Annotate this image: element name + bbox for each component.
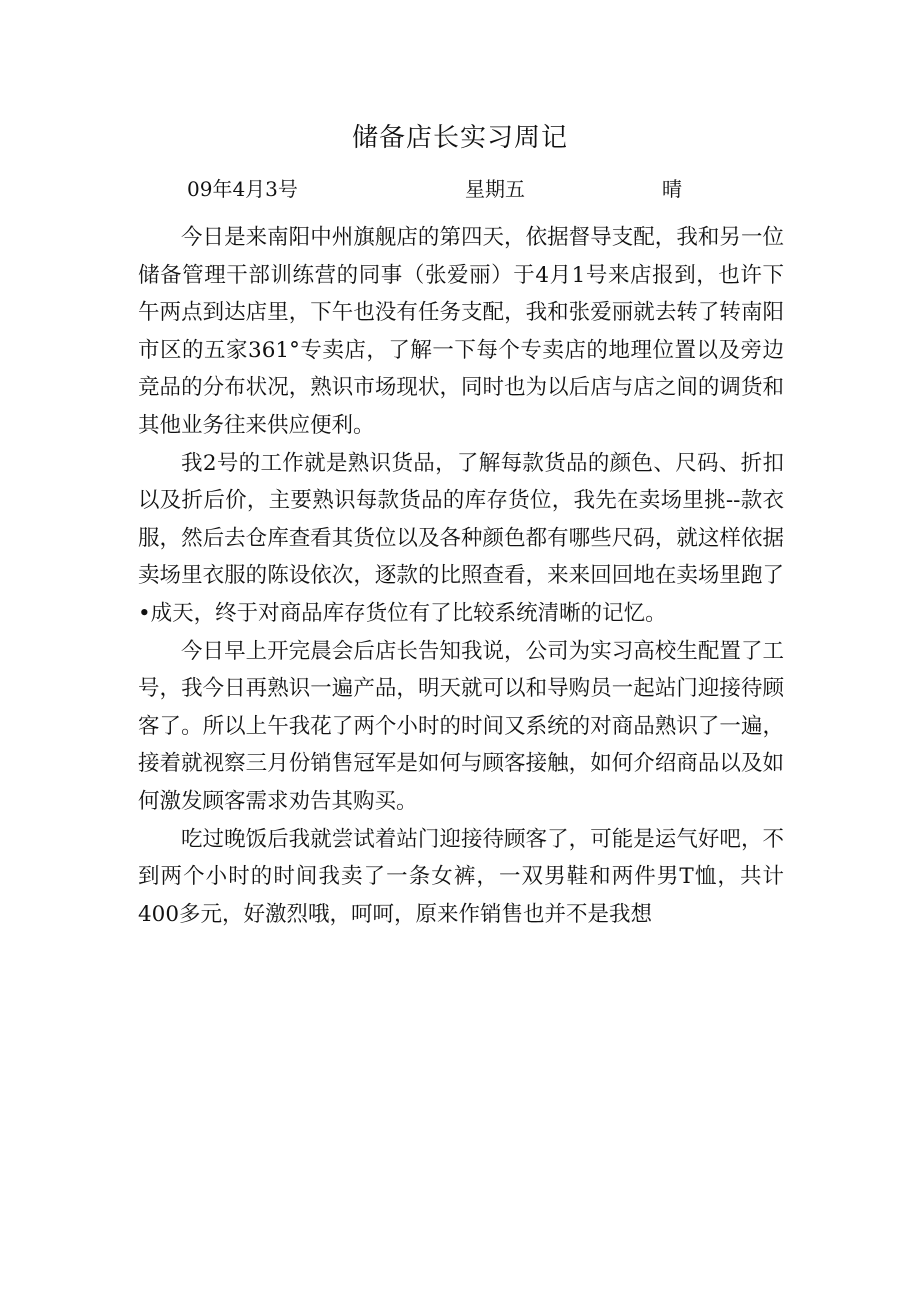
document-body [138, 219, 784, 933]
document-title: 储备店长实习周记 [351, 123, 568, 153]
entry-date: 09年4月3号 [187, 177, 298, 201]
paragraph: 今日早上开完晨会后店长告知我说，公司为实习高校生配置了工号，我今日再熟识一遍产品，明天就可以和导购员一起站门迎接待顾客了。所以上午我花了两个小时的时间又系统的对商品熟识了一遍，接着就视察三月份销售冠军是如何与顾客接触，如何介绍商品以及如何激发顾客需求劝告其购买。 [138, 638, 784, 814]
entry-weather: 晴 [662, 177, 682, 201]
entry-weekday: 星期五 [465, 177, 525, 201]
date-line [0, 172, 920, 206]
paragraph: 今日是来南阳中州旗舰店的第四天，依据督导支配，我和另一位储备管理干部训练营的同事（张爱丽）于4月1号来店报到，也许下午两点到达店里，下午也没有任务支配，我和张爱丽就去转了转南阳市区的五家361°专卖店，了解一下每个专卖店的地理位置以及旁边竞品的分布状况，熟识市场现状，同时也为以后店与店之间的调货和其他业务往来供应便利。 [138, 225, 784, 438]
paragraph: 我2号的工作就是熟识货品，了解每款货品的颜色、尺码、折扣以及折后价，主要熟识每款货品的库存货位，我先在卖场里挑--款衣服，然后去仓库查看其货位以及各种颜色都有哪些尺码，就这样依据卖场里衣服的陈设依次，逐款的比照查看，来来回回地在卖场里跑了•成天，终于对商品库存货位有了比较系统清晰的记忆。 [138, 450, 784, 626]
paragraph: 吃过晚饭后我就尝试着站门迎接待顾客了，可能是运气好吧，不到两个小时的时间我卖了一条女裤，一双男鞋和两件男T恤，共计400多元，好激烈哦，呵呵，原来作销售也并不是我想 [138, 826, 784, 927]
